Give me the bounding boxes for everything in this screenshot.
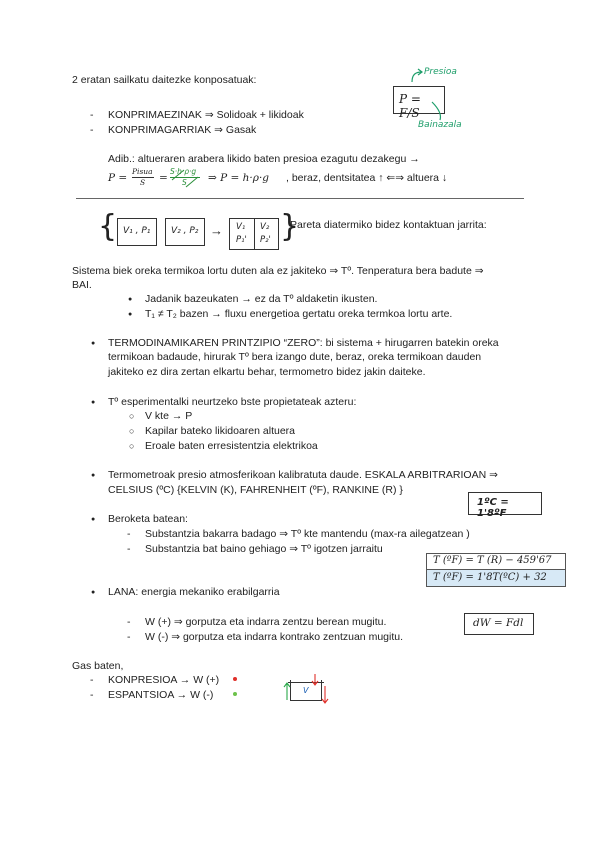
example-tail: , beraz, dentsitatea ↑ ⇐⇒ altuera ↓ [286, 172, 448, 184]
note-bainazala: Bainazala [418, 120, 462, 130]
formula-f-from-c: T (ºF) = 1'8T(ºC) + 32 [433, 572, 547, 583]
intro-text: 2 eratan sailkatu daitezke konposatuak: [72, 74, 257, 86]
right-brace: } [280, 209, 300, 244]
piston-volume-label: V [303, 686, 309, 695]
gas-item: - ESPANTSIOA → W (-) [108, 689, 213, 702]
work-formula: dW = Fdl [473, 617, 524, 629]
diathermic-wall [254, 219, 255, 249]
note-presioa: Presioa [424, 67, 457, 77]
equilibrium-text: Sistema biek oreka termikoa lortu duten ala ez jakiteko ⇒ Tº. Tenperatura bera badute ⇒ [72, 265, 484, 277]
system-a-box: V₁ , P₁ [117, 218, 157, 246]
work-title: ● LANA: energia mekaniko erabilgarria [108, 586, 280, 599]
thermometers-line: CELSIUS (ºC) {KELVIN (K), FAHRENHEIT (ºF), RANKINE (R) } [108, 484, 403, 496]
left-brace: { [98, 209, 118, 244]
systems-arrow: → [210, 223, 223, 238]
example-result: ⇒ P = h·ρ·g [208, 172, 270, 184]
scale-note: 1ºC = 1'8ºF [477, 497, 509, 519]
system-b-box: V₂ , P₂ [165, 218, 205, 246]
gas-title: Gas baten, [72, 660, 124, 672]
system-combined-box: V₁ P₁' V₂ P₂' [229, 218, 279, 250]
gas-item: - KONPRESIOA → W (+) [108, 674, 219, 687]
scribble-denominator: S [182, 178, 187, 187]
divider [76, 198, 524, 199]
class-item: - KONPRIMAEZINAK ⇒ Solidoak + likidoak [108, 109, 304, 122]
equilibrium-text-2: BAI. [72, 279, 92, 291]
formula-f-from-r: T (ºF) = T (R) − 459'67 [433, 555, 552, 566]
property-item: ○ Eroale baten erresistentzia elektrikoa [145, 440, 318, 453]
thermometers-line: ● Termometroak presio atmosferikoan kalibratuta daude. ESKALA ARBITRARIOAN ⇒ [108, 469, 498, 482]
equilibrium-bullet: ● T₁ ≠ T₂ bazen → fluxu energetioa gertatu oreka termkoa lortu arte. [145, 308, 452, 321]
work-item: - W (-) ⇒ gorputza eta indarra kontrako zentzuan mugitu. [145, 631, 403, 644]
boiling-item: - Substantzia bat baino gehiago ⇒ Tº igotzen jarraitu [145, 543, 383, 556]
equilibrium-bullet: ● Jadanik bazeukaten → ez da Tº aldaketin ikusten. [145, 293, 377, 306]
scribble-numerator: S·h·ρ·g [170, 167, 197, 176]
expansion-dot-icon [233, 692, 237, 696]
compression-dot-icon [233, 677, 237, 681]
scale-note-box [468, 492, 542, 519]
zero-law-line: termikoan badaude, hirurak Tº bera izango dute, beraz, oreka termikoan dauden [108, 351, 482, 363]
work-formula-box [464, 613, 534, 635]
boiling-title: ● Beroketa batean: [108, 513, 188, 526]
boiling-item: - Substantzia bakarra badago ⇒ Tº kte mantendu (max-ra ailegatzean ) [145, 528, 470, 541]
cancel-strike-icon [170, 168, 202, 188]
property-item: ○ V kte → P [145, 410, 192, 423]
systems-caption: Pareta diatermiko bidez kontaktuan jarrita: [290, 219, 487, 231]
properties-title: ● Tº esperimentalki neurtzeko bste propietateak azteru: [108, 396, 356, 409]
example-text: Adib.: altueraren arabera likido baten presioa ezagutu dezakegu → [108, 153, 420, 165]
conversion-formulas-box [426, 553, 566, 587]
piston-force-arrows [282, 672, 332, 706]
property-item: ○ Kapilar bateko likidoaren altuera [145, 425, 295, 438]
class-item: - KONPRIMAGARRIAK ⇒ Gasak [108, 124, 256, 137]
zero-law-line: ● TERMODINAMIKAREN PRINTZIPIO “ZERO”: bi sistema + hirugarren batekin oreka [108, 337, 499, 350]
pressure-formula: P = F/S [399, 92, 421, 120]
zero-law-line: jakiteko ez dira zertan elkartu behar, termometro bidez jakin daiteke. [108, 366, 426, 378]
work-item: - W (+) ⇒ gorputza eta indarra zentzu berean mugitu. [145, 616, 386, 629]
